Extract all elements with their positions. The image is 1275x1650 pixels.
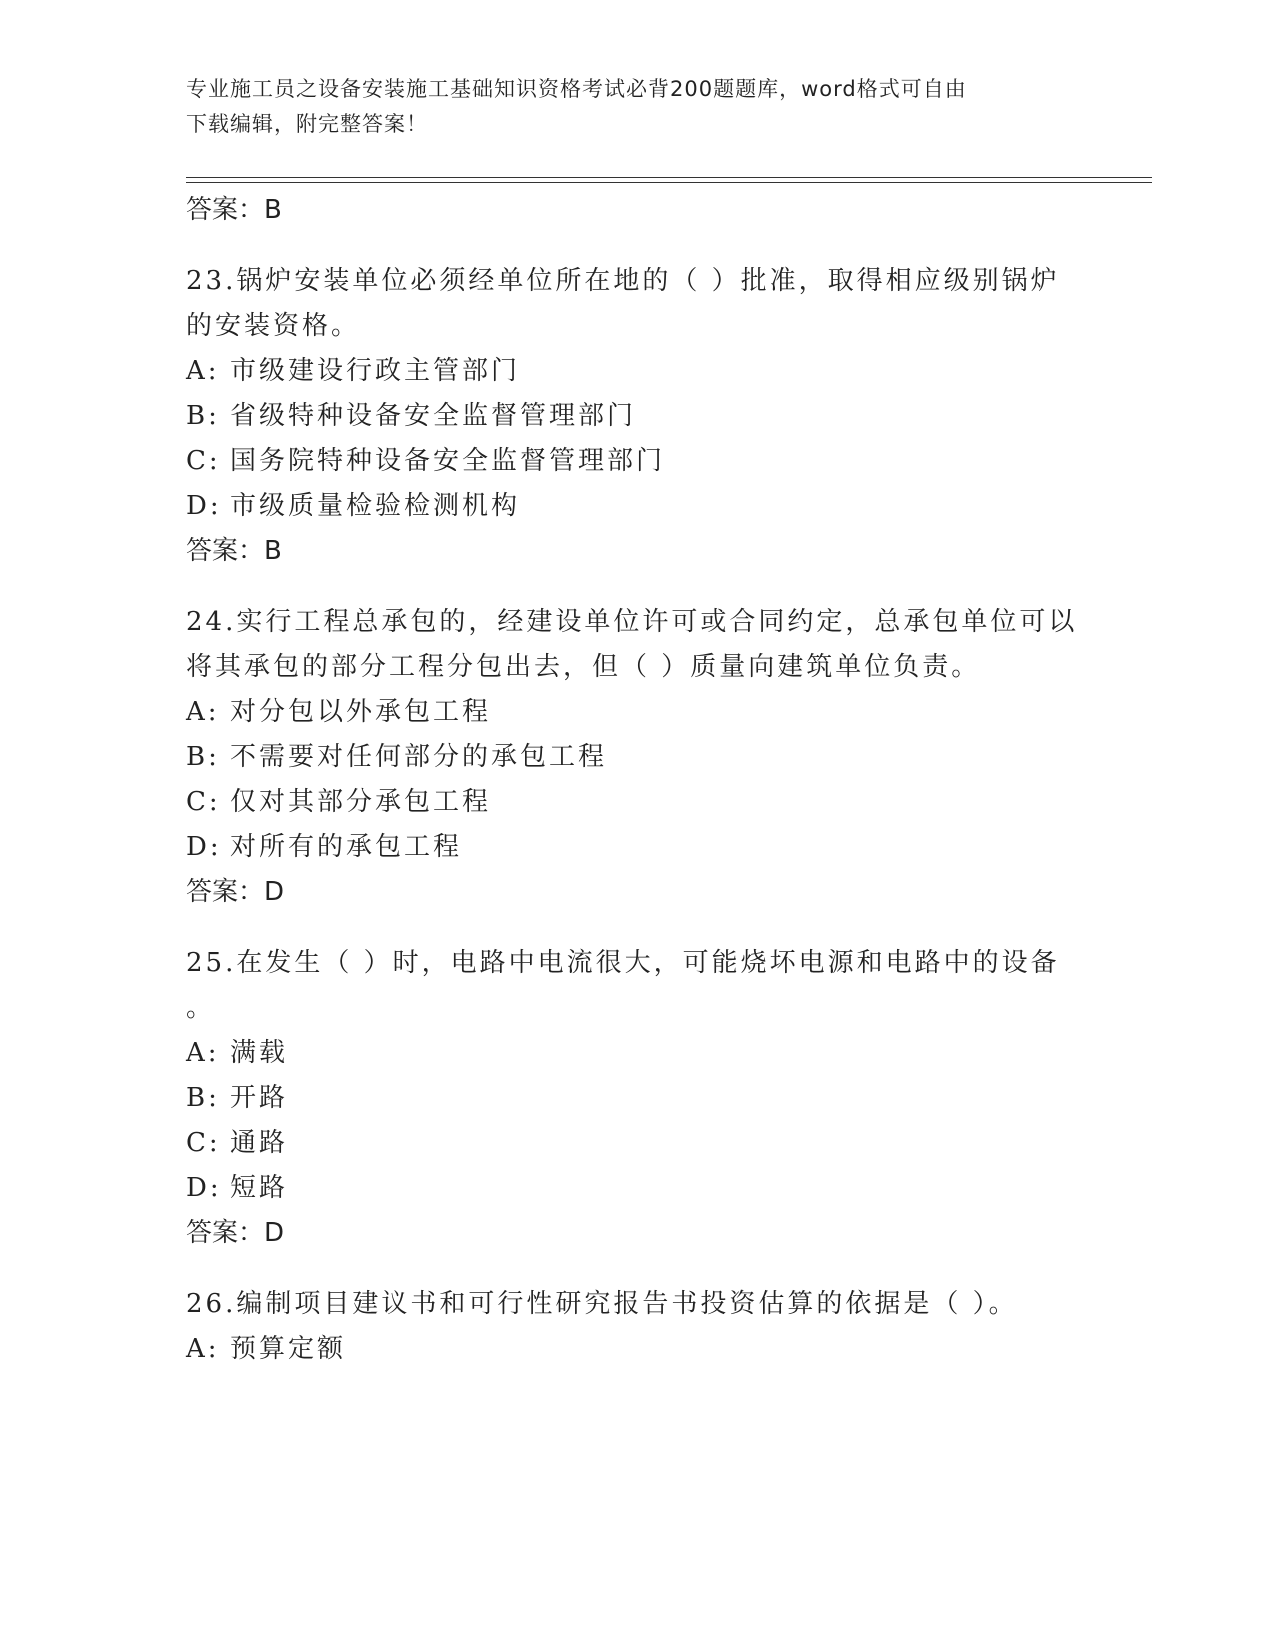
option-key: A: xyxy=(186,1038,220,1068)
option-text: 市级建设行政主管部门 xyxy=(230,356,521,386)
option-text: 市级质量检验检测机构 xyxy=(230,491,521,521)
option-text: 通路 xyxy=(230,1128,289,1158)
option-text: 省级特种设备安全监督管理部门 xyxy=(230,401,637,431)
option-key: A: xyxy=(186,1334,220,1364)
option-d xyxy=(186,484,1086,529)
option-d xyxy=(186,825,1086,870)
option-a xyxy=(186,1327,1086,1372)
option-text: 国务院特种设备安全监督管理部门 xyxy=(230,446,666,476)
option-d xyxy=(186,1166,1086,1211)
option-a xyxy=(186,690,1086,735)
answer-label: 答案：D xyxy=(186,1218,285,1248)
option-text: 对所有的承包工程 xyxy=(230,832,463,862)
option-key: D: xyxy=(186,491,222,521)
question-stem-line: 的安装资格。 xyxy=(186,311,361,341)
option-c xyxy=(186,780,1086,825)
option-b xyxy=(186,735,1086,780)
question-stem-line: 。 xyxy=(186,993,216,1023)
option-b xyxy=(186,394,1086,439)
option-text: 开路 xyxy=(230,1083,289,1113)
question-26 xyxy=(186,1282,1086,1372)
option-text: 满载 xyxy=(230,1038,289,1068)
header-line-2: 下载编辑，附完整答案！ xyxy=(186,112,428,136)
option-text: 不需要对任何部分的承包工程 xyxy=(230,742,608,772)
option-c xyxy=(186,1121,1086,1166)
option-text: 对分包以外承包工程 xyxy=(230,697,492,727)
option-c xyxy=(186,439,1086,484)
question-stem-line: 26.编制项目建议书和可行性研究报告书投资估算的依据是（ ）。 xyxy=(186,1289,1018,1319)
answer-label: 答案：B xyxy=(186,536,282,566)
option-key: A: xyxy=(186,697,220,727)
previous-answer: 答案：B xyxy=(186,195,282,225)
option-key: A: xyxy=(186,356,220,386)
option-key: B: xyxy=(186,401,220,431)
option-key: C: xyxy=(186,446,221,476)
option-key: C: xyxy=(186,787,221,817)
option-a xyxy=(186,349,1086,394)
question-stem-line: 将其承包的部分工程分包出去，但（ ）质量向建筑单位负责。 xyxy=(186,652,981,682)
option-text: 仅对其部分承包工程 xyxy=(230,787,492,817)
answer-label: 答案：D xyxy=(186,877,285,907)
option-key: B: xyxy=(186,742,220,772)
question-stem-line: 23.锅炉安装单位必须经单位所在地的（ ）批准，取得相应级别锅炉 xyxy=(186,266,1060,296)
question-24 xyxy=(186,600,1086,915)
option-key: B: xyxy=(186,1083,220,1113)
question-stem-line: 25.在发生（ ）时，电路中电流很大，可能烧坏电源和电路中的设备 xyxy=(186,948,1060,978)
option-key: D: xyxy=(186,832,222,862)
option-b xyxy=(186,1076,1086,1121)
question-23 xyxy=(186,259,1086,574)
option-key: D: xyxy=(186,1173,222,1203)
option-text: 短路 xyxy=(230,1173,289,1203)
option-text: 预算定额 xyxy=(230,1334,347,1364)
option-a xyxy=(186,1031,1086,1076)
option-key: C: xyxy=(186,1128,221,1158)
question-25 xyxy=(186,941,1086,1256)
question-stem-line: 24.实行工程总承包的，经建设单位许可或合同约定，总承包单位可以 xyxy=(186,607,1078,637)
header-line-1: 专业施工员之设备安装施工基础知识资格考试必背200题题库，word格式可自由 xyxy=(186,77,967,101)
question-list xyxy=(186,0,1086,1372)
